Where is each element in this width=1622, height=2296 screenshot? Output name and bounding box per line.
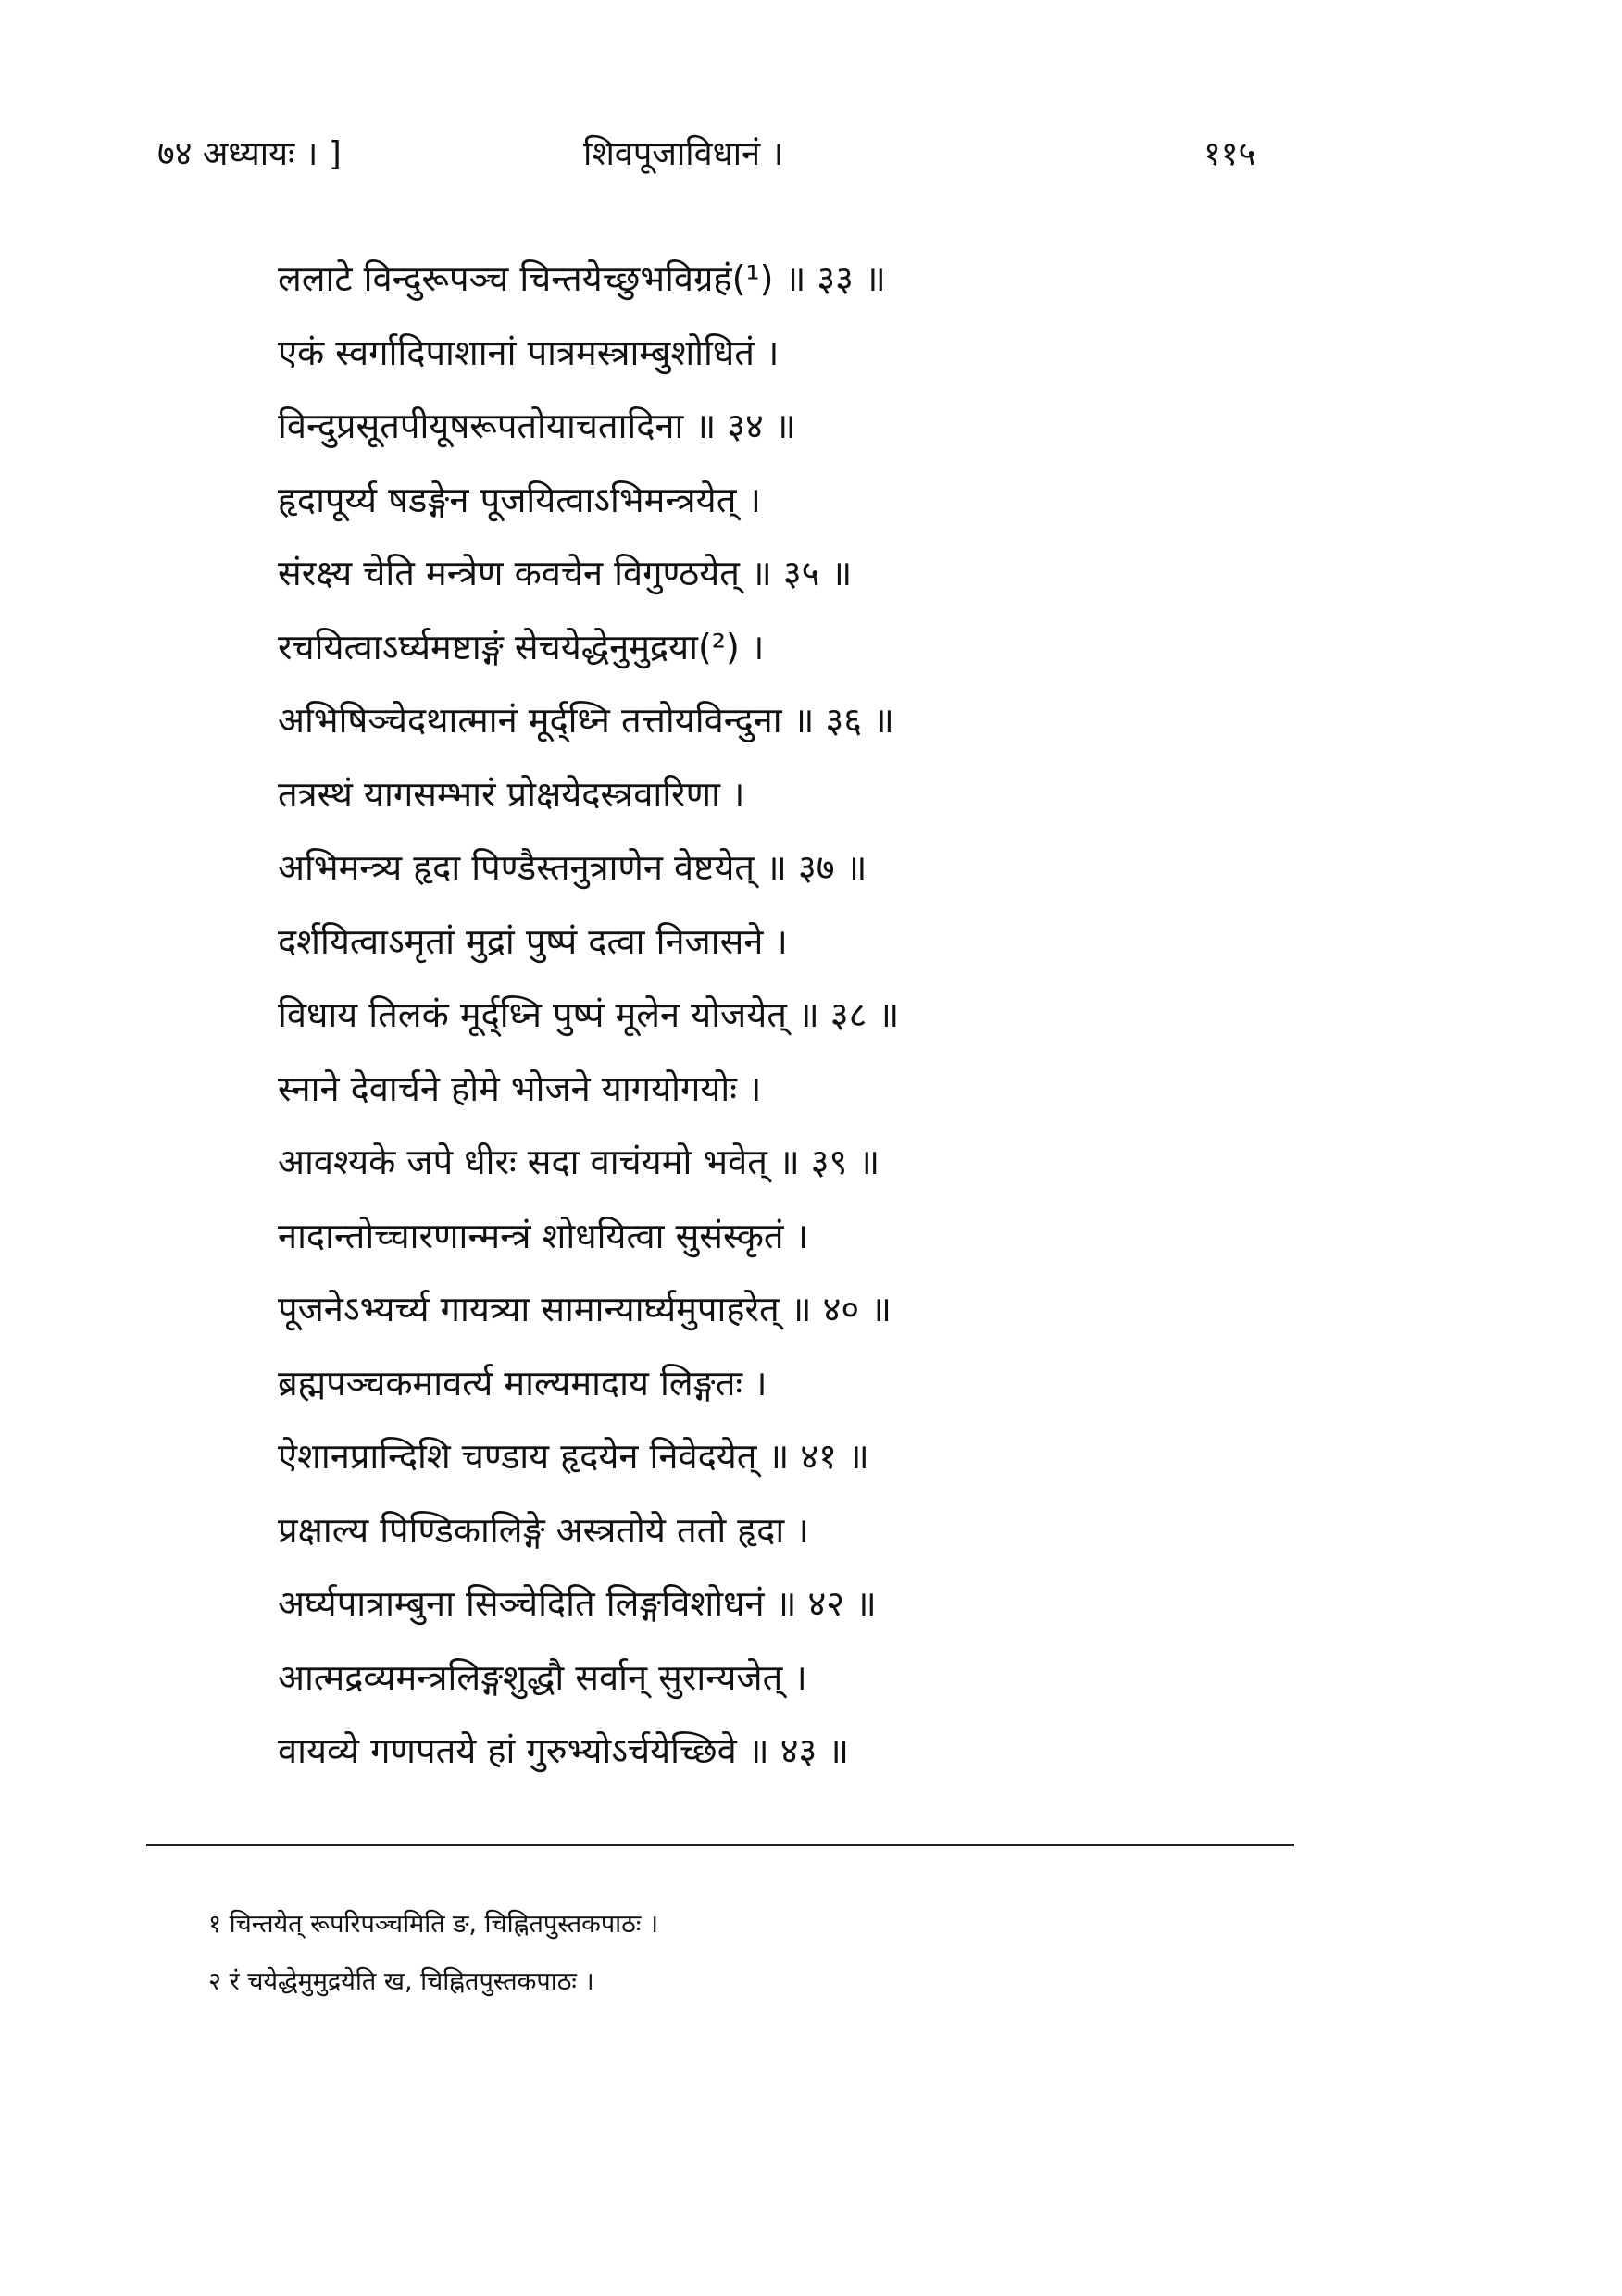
footnote: १ चिन्तयेत् रूपरिपञ्चमिति ङ, चिह्नितपुस्तकपाठः । (208, 1910, 659, 1939)
verse-line: पूजनेऽभ्यर्च्य गायत्र्या सामान्यार्घ्यमुपाहरेत् ॥ ४० ॥ (278, 1289, 892, 1329)
footnote-divider (146, 1844, 1294, 1846)
verse-block (278, 243, 1204, 1789)
running-header (157, 130, 1324, 185)
verse-line: तत्रस्थं यागसम्भारं प्रोक्षयेदस्त्रवारिणा । (278, 773, 745, 815)
verse-line: प्रक्षाल्य पिण्डिकालिङ्गे अस्त्रतोये ततो हृदा । (278, 1509, 809, 1551)
verse-line: आवश्यके जपे धीरः सदा वाचंयमो भवेत् ॥ ३९ ॥ (278, 1142, 880, 1182)
verse-line: आत्मद्रव्यमन्त्रलिङ्गशुद्धौ सर्वान् सुरान्यजेत् । (278, 1656, 807, 1698)
verse-line: नादान्तोच्चारणान्मन्त्रं शोधयित्वा सुसंस्कृतं । (278, 1215, 809, 1256)
verse-line: ऐशानप्रान्दिशि चण्डाय हृदयेन निवेदयेत् ॥ ४१ ॥ (278, 1436, 869, 1477)
footnote: २ रं चयेद्धेमुमुद्रयेति ख, चिह्नितपुस्तकपाठः । (208, 1967, 594, 1996)
verse-line: हृदापूर्य्य षडङ्गेन पूजयित्वाऽभिमन्त्रयेत् । (278, 479, 761, 520)
verse-line: ललाटे विन्दुरूपञ्च चिन्तयेच्छुभविग्रहं(¹) ॥ ३३ ॥ (278, 258, 886, 299)
verse-line: अर्घ्यपात्राम्बुना सिञ्चेदिति लिङ्गविशोधनं ॥ ४२ ॥ (278, 1583, 877, 1624)
verse-line: एकं स्वर्गादिपाशानां पात्रमस्त्राम्बुशोधितं । (278, 331, 780, 373)
footnotes (208, 1896, 1227, 2011)
verse-line: अभिमन्त्र्य हृदा पिण्डैस्तनुत्राणेन वेष्टयेत् ॥ ३७ ॥ (278, 847, 867, 888)
verse-line: स्नाने देवार्चने होमे भोजने यागयोगयोः । (278, 1067, 762, 1109)
section-title: शिवपूजाविधानं । (583, 135, 784, 173)
verse-line: रचयित्वाऽर्घ्यमष्टाङ्गं सेचयेद्धेनुमुद्रया(²) । (278, 626, 765, 668)
verse-line: विधाय तिलकं मूर्द्ध्नि पुष्पं मूलेन योजयेत् ॥ ३८ ॥ (278, 994, 900, 1035)
verse-line: ब्रह्मपञ्चकमावर्त्य माल्यमादाय लिङ्गतः । (278, 1362, 767, 1404)
verse-line: अभिषिञ्चेदथात्मानं मूर्द्ध्नि तत्तोयविन्दुना ॥ ३६ ॥ (278, 700, 894, 741)
verse-line: दर्शयित्वाऽमृतां मुद्रां पुष्पं दत्वा निजासने । (278, 920, 788, 962)
page-number: ११५ (1204, 135, 1256, 173)
chapter-label: ७४ अध्यायः । ] (157, 135, 342, 173)
verse-line: वायव्ये गणपतये हां गुरुभ्यो‌ऽर्चयेच्छिवे ॥ ४३ ॥ (278, 1730, 850, 1771)
verse-line: संरक्ष्य चेति मन्त्रेण कवचेन विगुण्ठयेत् ॥ ३५ ॥ (278, 553, 853, 593)
verse-line: विन्दुप्रसूतपीयूषरूपतोयाचतादिना ॥ ३४ ॥ (278, 406, 796, 446)
